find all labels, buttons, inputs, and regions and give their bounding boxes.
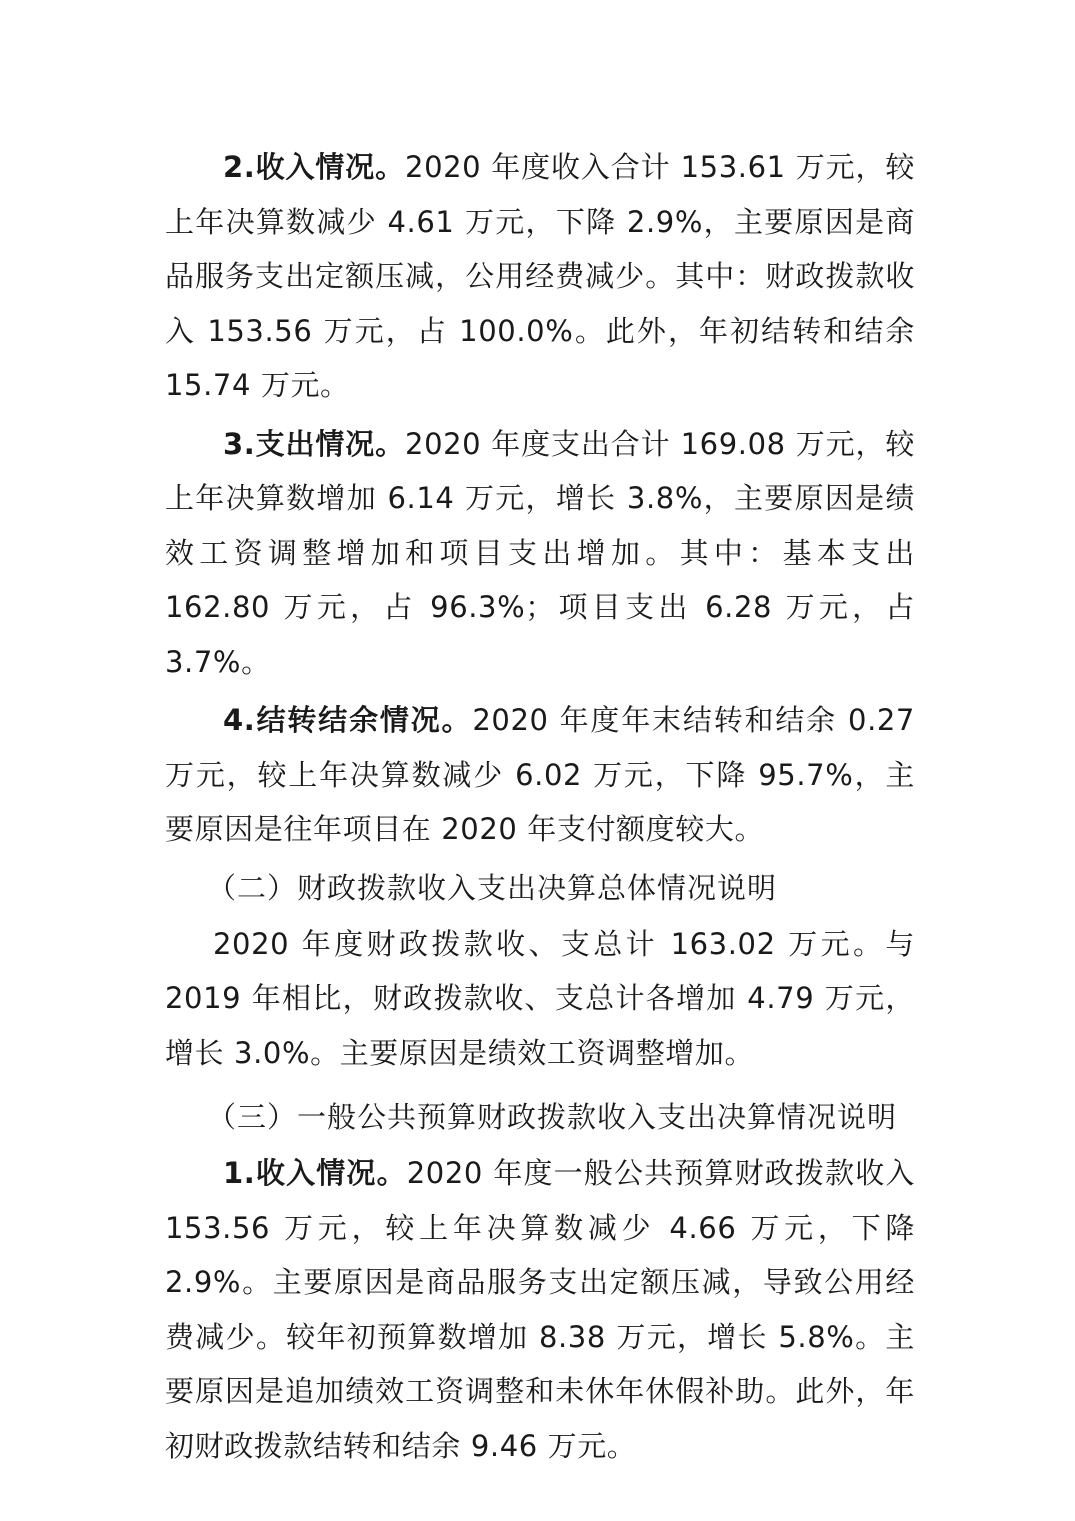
paragraph-carryover-text: 2020 年度年末结转和结余 0.27 万元，较上年决算数减少 6.02 万元，下降 95.7%，主要原因是往年项目在 2020 年支付额度较大。 <box>165 703 915 846</box>
section-heading-three: （三）一般公共预算财政拨款收入支出决算情况说明 <box>207 1100 898 1134</box>
paragraph-income <box>165 140 915 413</box>
paragraph-income-lead: 2.收入情况。 <box>223 150 406 184</box>
paragraph-expenditure <box>165 417 915 690</box>
paragraph-carryover-lead: 4.结转结余情况。 <box>223 703 473 737</box>
paragraph-fiscal-total: 2020 年度财政拨款收、支总计 163.02 万元。与 2019 年相比，财政拨款收、支总计各增加 4.79 万元，增长 3.0%。主要原因是绩效工资调整增加。 <box>165 926 915 1070</box>
section-heading-two: （二）财政拨款收入支出决算总体情况说明 <box>207 870 778 905</box>
document-body <box>165 140 915 1473</box>
paragraph-expenditure-lead: 3.支出情况。 <box>223 426 406 461</box>
paragraph-general-budget-income <box>165 1146 915 1473</box>
paragraph-general-budget-income-text: 2020 年度一般公共预算财政拨款收入 153.56 万元，较上年决算数减少 4.66 万元，下降 2.9%。主要原因是商品服务支出定额压减，导致公用经费减少。较年初预算数增加 8.38 万元，增长 5.8%。主要原因是追加绩效工资调整和未休年休假补助。此外，年初财政拨款结转和结余 9.46 万元。 <box>165 1156 915 1463</box>
paragraph-expenditure-text: 2020 年度支出合计 169.08 万元，较上年决算数增加 6.14 万元，增长 3.8%，主要原因是绩效工资调整增加和项目支出增加。其中：基本支出 162.80 万元，占 96.3%；项目支出 6.28 万元，占 3.7%。 <box>165 426 915 679</box>
paragraph-general-budget-income-lead: 1.收入情况。 <box>223 1156 407 1190</box>
paragraph-carryover <box>165 693 915 857</box>
paragraph-income-text: 2020 年度收入合计 153.61 万元，较上年决算数减少 4.61 万元，下降 2.9%，主要原因是商品服务支出定额压减，公用经费减少。其中：财政拨款收入 153.56 万元，占 100.0%。此外，年初结转和结余 15.74 万元。 <box>165 150 915 402</box>
